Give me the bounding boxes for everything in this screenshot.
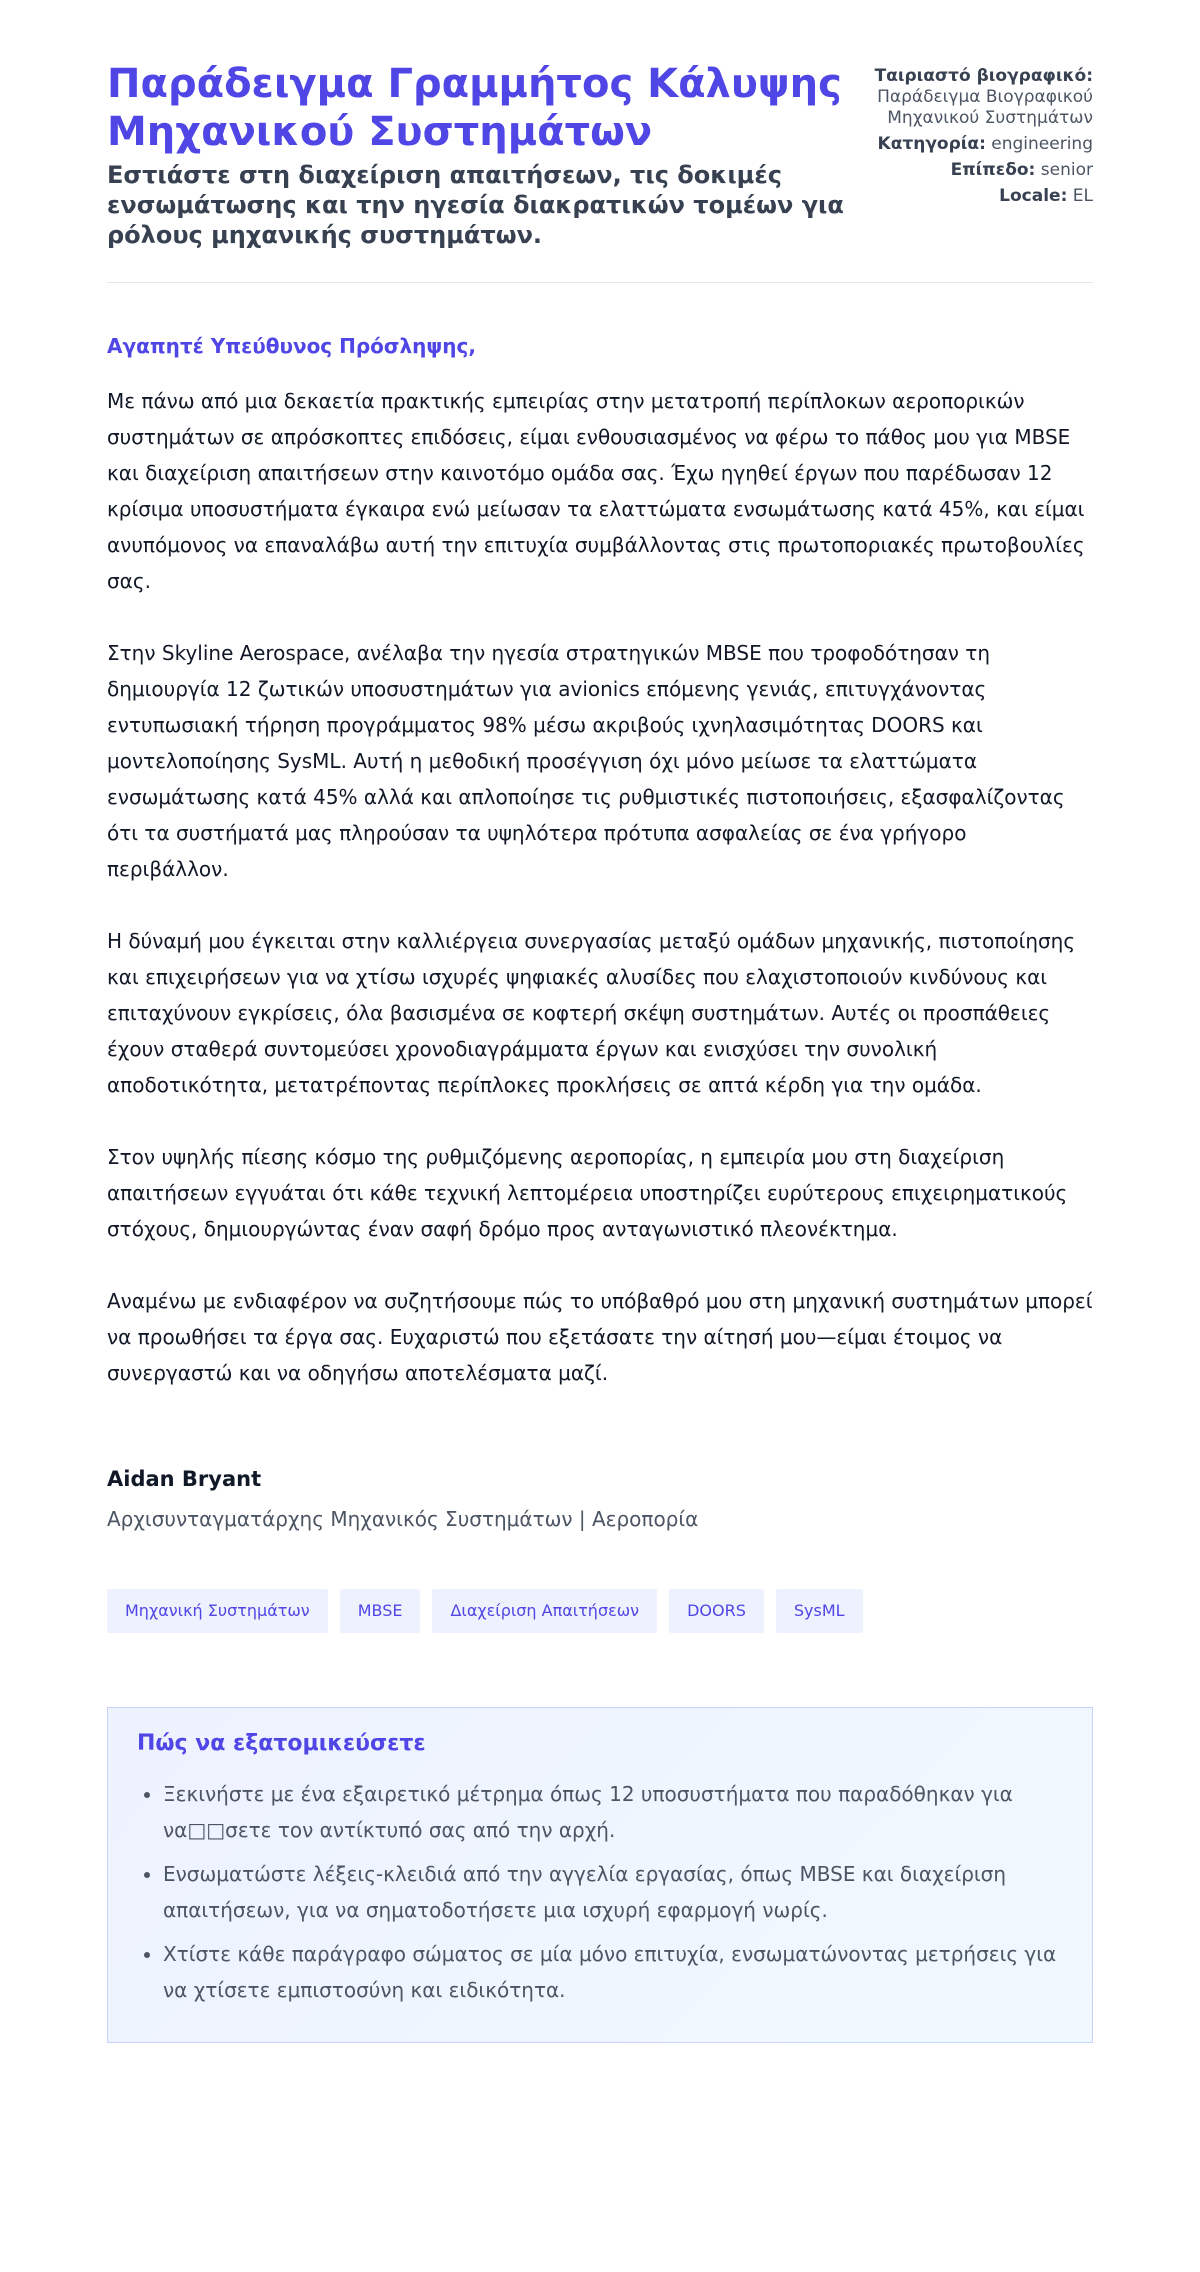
meta-resume-value-2[interactable]: Μηχανικού Συστημάτων <box>887 108 1093 128</box>
meta-locale <box>847 186 1093 207</box>
letter-body <box>107 383 1093 1391</box>
skill-tag[interactable]: SysML <box>776 1589 863 1633</box>
letter-paragraph: Με πάνω από μια δεκαετία πρακτικής εμπειρίας στην μετατροπή περίπλοκων αεροπορικών συστημάτων σε απρόσκοπτες επιδόσεις, είμαι ενθουσιασμένος να φέρω το πάθος μου για MBSE και διαχείριση απαιτήσεων στην καινοτόμο ομάδα σας. Έχω ηγηθεί έργων που παρέδωσαν 12 κρίσιμα υποσυστήματα έγκαιρα ενώ μείωσαν τα ελαττώματα ενσωμάτωσης κατά 45%, και είμαι ανυπόμονος να επαναλάβω αυτή την επιτυχία συμβάλλοντας στις πρωτοποριακές πρωτοβουλίες σας. <box>107 389 1085 593</box>
meta-panel <box>847 60 1093 212</box>
meta-resume-label: Ταιριαστό βιογραφικό: <box>874 66 1093 86</box>
page-subtitle: Εστιάστε στη διαχείριση απαιτήσεων, τις δοκιμές ενσωμάτωσης και την ηγεσία διακρατικών τομέων για ρόλους μηχανικής συστημάτων. <box>107 161 844 249</box>
letter-paragraph: Στην Skyline Aerospace, ανέλαβα την ηγεσία στρατηγικών MBSE που τροφοδότησαν τη δημιουργία 12 ζωτικών υποσυστημάτων για avionics επόμενης γενιάς, επιτυγχάνοντας εντυπωσιακή τήρηση προγράμματος 98% μέσω ακριβούς ιχνηλασιμότητας DOORS και μοντελοποίησης SysML. Αυτή η μεθοδική προσέγγιση όχι μόνο μείωσε τα ελαττώματα ενσωμάτωσης κατά 45% αλλά και απλοποίησε τις ρυθμιστικές πιστοποιήσεις, εξασφαλίζοντας ότι τα συστήματά μας πληρούσαν τα υψηλότερα πρότυπα ασφαλείας σε ένα γρήγορο περιβάλλον. <box>107 641 1065 881</box>
meta-locale-value: EL <box>1072 186 1093 206</box>
tip-item: • Ξεκινήστε με ένα εξαιρετικό μέτρημα όπως 12 υποσυστήματα που παραδόθηκαν για να□□σετε τον αντίκτυπό σας από την αρχή. <box>163 1776 1063 1848</box>
skill-tag[interactable]: MBSE <box>340 1589 421 1633</box>
letter-paragraph: Αναμένω με ενδιαφέρον να συζητήσουμε πώς το υπόβαθρό μου στη μηχανική συστημάτων μπορεί να προωθήσει τα έργα σας. Ευχαριστώ που εξετάσατε την αίτησή μου—είμαι έτοιμος να συνεργαστώ και να οδηγήσω αποτελέσματα μαζί. <box>107 1289 1093 1385</box>
meta-level-value: senior <box>1040 160 1093 180</box>
skill-tags <box>107 1589 1093 1633</box>
tips-list <box>137 1776 1063 2008</box>
header-left <box>107 60 847 250</box>
meta-category-value: engineering <box>991 134 1093 154</box>
tips-title: Πώς να εξατομικεύσετε <box>137 1731 426 1756</box>
meta-level-label: Επίπεδο: <box>950 160 1036 180</box>
tip-item: • Ενσωματώστε λέξεις-κλειδιά από την αγγελία εργασίας, όπως MBSE και διαχείριση απαιτήσεων, για να σηματοδοτήσετε μια ισχυρή εφαρμογή νωρίς. <box>163 1856 1063 1928</box>
meta-locale-label: Locale: <box>999 186 1068 206</box>
meta-level <box>847 160 1093 181</box>
signature-name: Aidan Bryant <box>107 1467 262 1491</box>
skill-tag[interactable]: DOORS <box>669 1589 764 1633</box>
skill-tag[interactable]: Μηχανική Συστημάτων <box>107 1589 328 1633</box>
page-title: Παράδειγμα Γραμμήτος Κάλυψης Μηχανικού Συστημάτων <box>107 61 842 155</box>
meta-category <box>847 134 1093 155</box>
header <box>107 60 1093 250</box>
header-divider <box>107 282 1093 283</box>
meta-resume-value-1[interactable]: Παράδειγμα Βιογραφικού <box>877 87 1093 107</box>
customization-tips-box <box>107 1707 1093 2043</box>
letter-paragraph: Η δύναμή μου έγκειται στην καλλιέργεια συνεργασίας μεταξύ ομάδων μηχανικής, πιστοποίησης και επιχειρήσεων για να χτίσω ισχυρές ψηφιακές αλυσίδες που ελαχιστοποιούν κινδύνους και επιταχύνουν εγκρίσεις, όλα βασισμένα σε κοφτερή σκέψη συστημάτων. Αυτές οι προσπάθειες έχουν σταθερά συντομεύσει χρονοδιαγράμματα έργων και ενισχύσει την συνολική αποδοτικότητα, μετατρέποντας περίπλοκες προκλήσεις σε απτά κέρδη για την ομάδα. <box>107 929 1076 1097</box>
signature-block <box>107 1465 1093 1533</box>
tip-item: • Χτίστε κάθε παράγραφο σώματος σε μία μόνο επιτυχία, ενσωματώνοντας μετρήσεις για να χτίσετε εμπιστοσύνη και ειδικότητα. <box>163 1936 1063 2008</box>
skill-tag[interactable]: Διαχείριση Απαιτήσεων <box>432 1589 657 1633</box>
meta-category-label: Κατηγορία: <box>877 134 986 154</box>
meta-resume <box>847 66 1093 129</box>
letter-greeting: Αγαπητέ Υπεύθυνος Πρόσληψης, <box>107 334 476 358</box>
signature-role: Αρχισυνταγματάρχης Μηχανικός Συστημάτων | Αεροπορία <box>107 1507 699 1531</box>
letter-paragraph: Στον υψηλής πίεσης κόσμο της ρυθμιζόμενης αεροπορίας, η εμπειρία μου στη διαχείριση απαιτήσεων εγγυάται ότι κάθε τεχνική λεπτομέρεια υποστηρίζει ευρύτερους επιχειρηματικούς στόχους, δημιουργώντας έναν σαφή δρόμο προς ανταγωνιστικό πλεονέκτημα. <box>107 1145 1068 1241</box>
